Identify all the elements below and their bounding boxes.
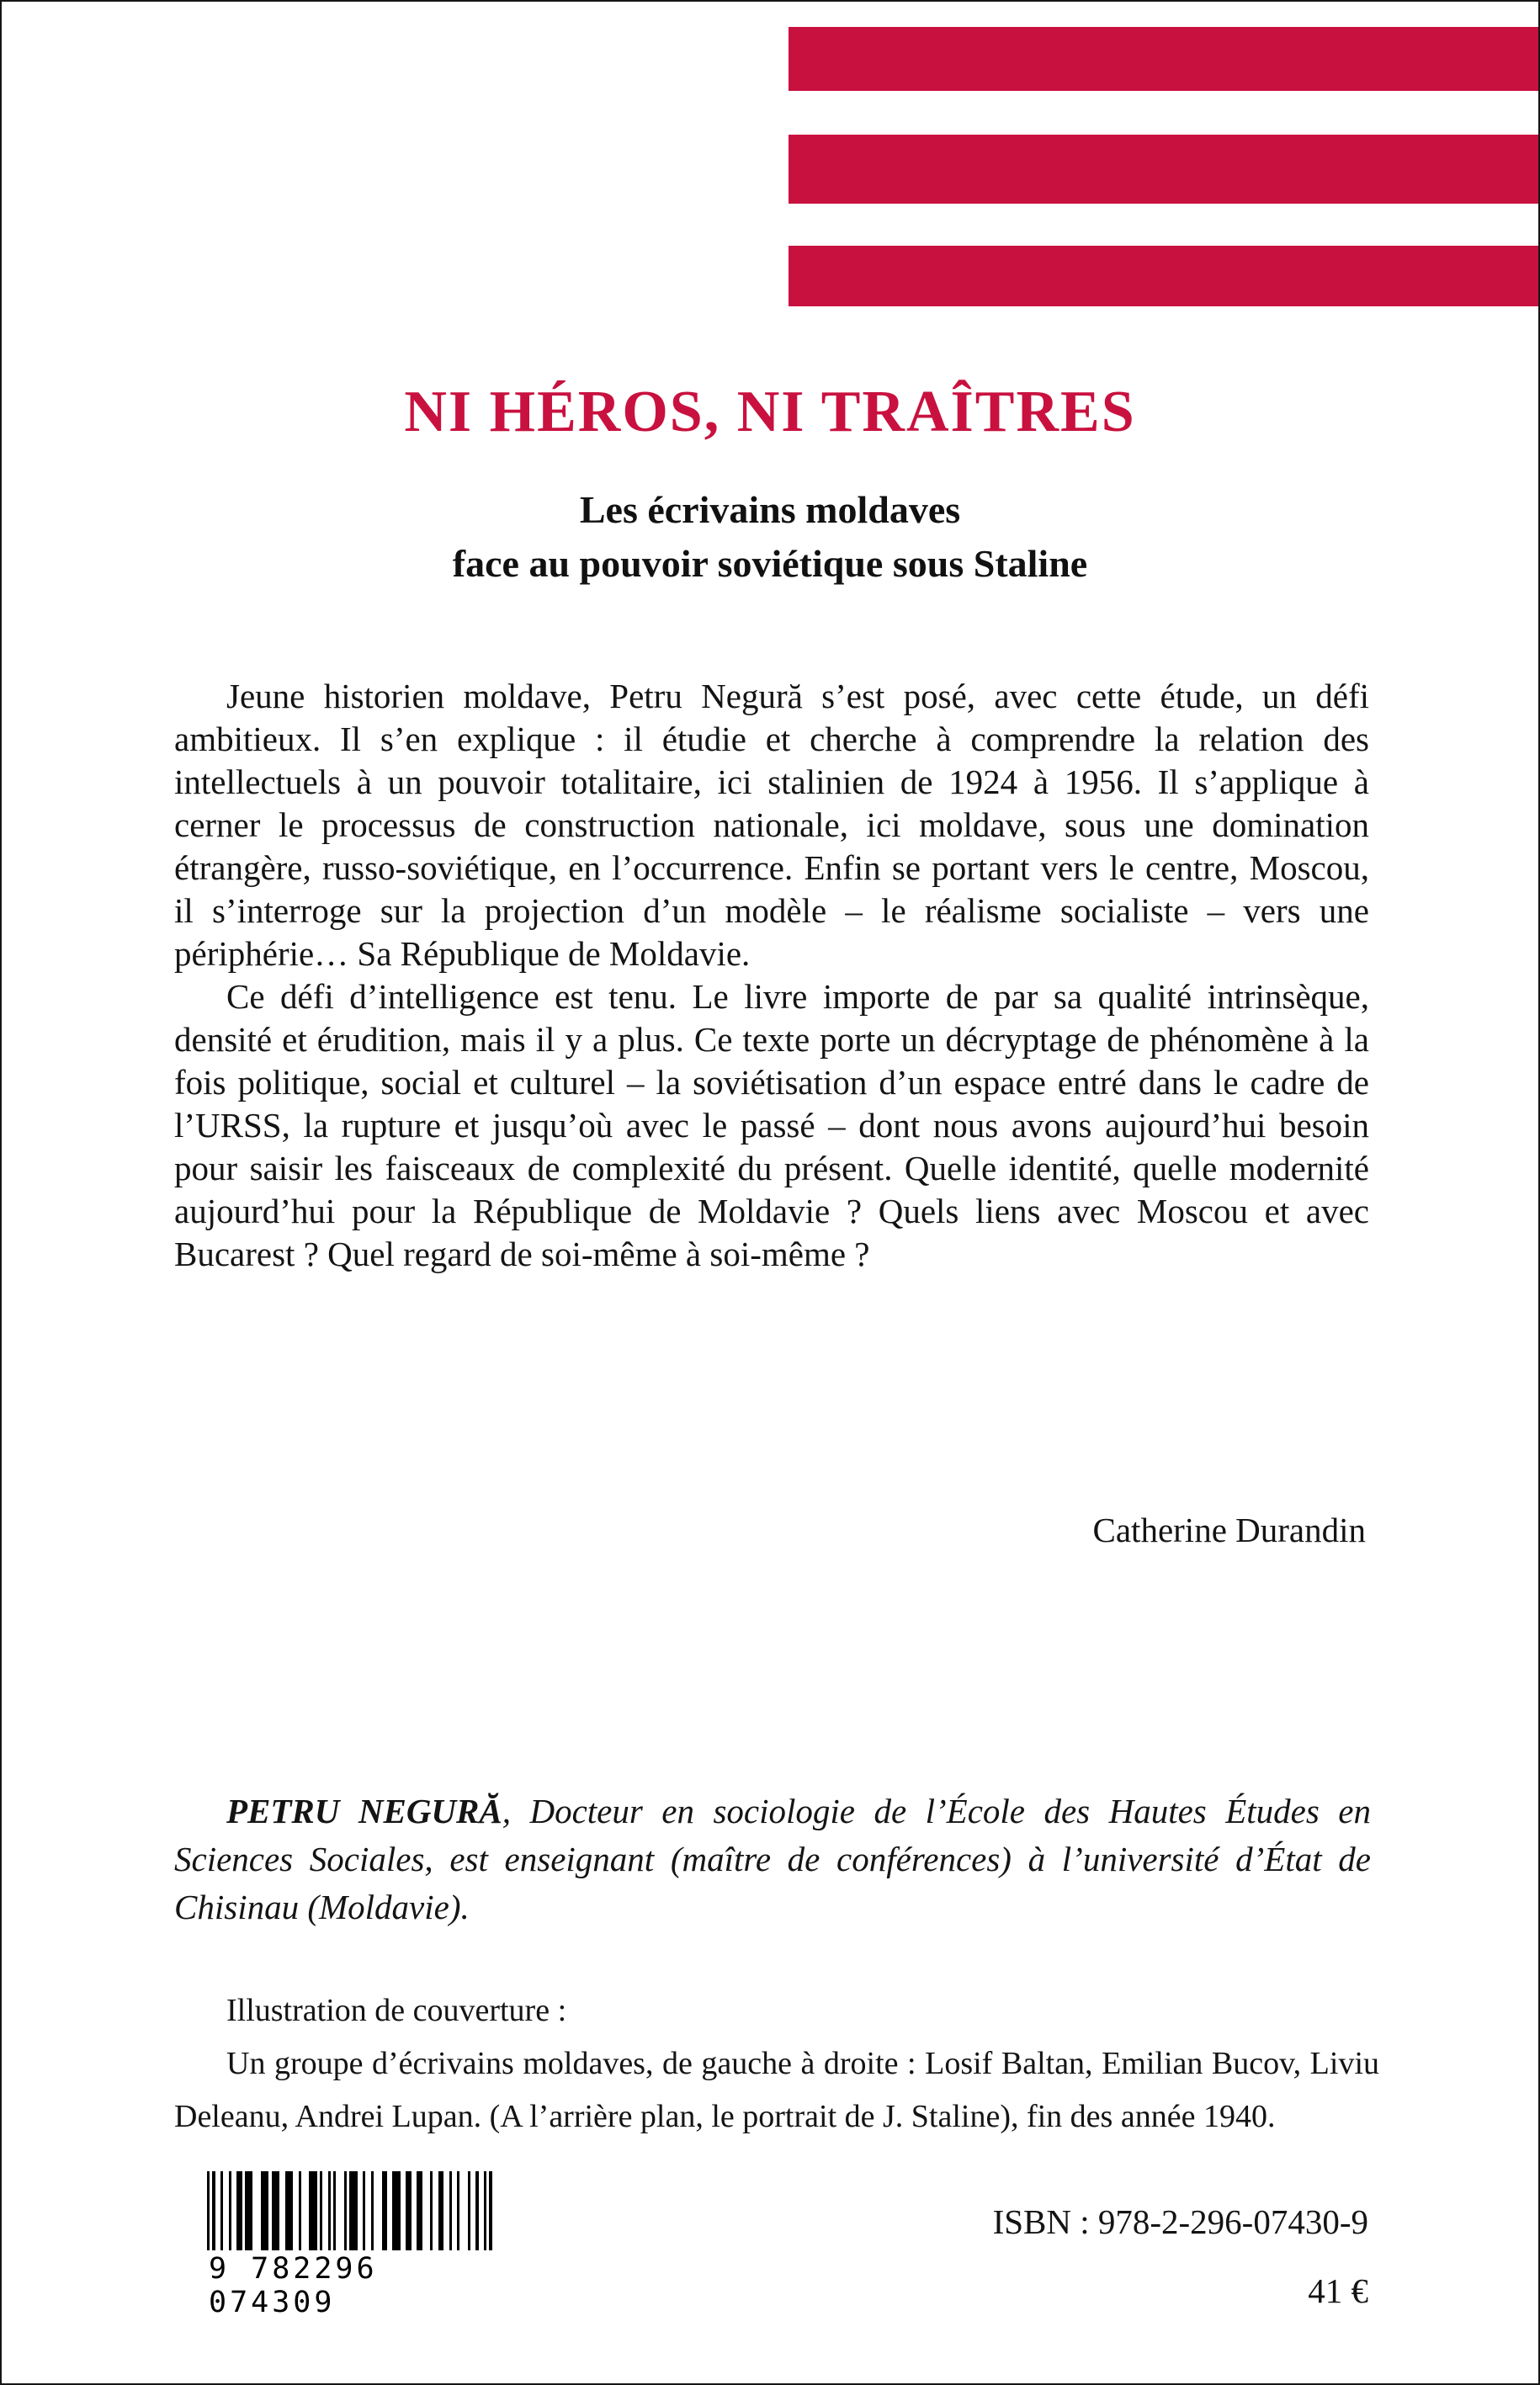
barcode-number: 9 782296 074309	[207, 2250, 527, 2319]
barcode	[207, 2171, 527, 2319]
illustration-caption: Un groupe d’écrivains moldaves, de gauche à droite : Losif Baltan, Emilian Bucov, Liviu Deleanu, Andrei Lupan. (A l’arrière plan, le portrait de J. Staline), fin des année 1940.	[174, 2046, 1379, 2134]
price-text: 41 €	[1308, 2271, 1368, 2310]
author-bio-text: , Docteur en sociologie de l’École des Hautes Études en Sciences Sociales, est enseignant (maître de conférences) à l’université d’État de Chisinau (Moldavie).	[174, 1792, 1371, 1926]
red-stripe-middle	[789, 135, 1538, 204]
blurb-paragraph-2: Ce défi d’intelligence est tenu. Le livre importe de par sa qualité intrinsèque, densité et érudition, mais il y a plus. Ce texte porte un décryptage de phénomène à la fois politique, social et culturel – la soviétisation d’un espace entré dans le cadre de l’URSS, la rupture et jusqu’où avec le passé – dont nous avons aujourd’hui besoin pour saisir les faisceaux de complexité du présent. Quelle identité, quelle modernité aujourd’hui pour la République de Moldavie ? Quels liens avec Moscou et avec Bucarest ? Quel regard de soi-même à soi-même ?	[174, 977, 1369, 1273]
red-stripe-top	[789, 27, 1538, 91]
author-bio-name: PETRU NEGURĂ	[226, 1792, 502, 1830]
illustration-credit	[174, 1984, 1379, 2143]
back-cover-blurb	[174, 675, 1369, 1276]
book-subtitle	[2, 483, 1538, 591]
author-bio	[174, 1787, 1371, 1931]
isbn-text: ISBN : 978-2-296-07430-9	[992, 2202, 1368, 2241]
illustration-heading: Illustration de couverture :	[226, 1993, 567, 2028]
blurb-author-credit: Catherine Durandin	[1092, 1511, 1366, 1549]
book-subtitle-line2: face au pouvoir soviétique sous Staline	[452, 542, 1088, 585]
blurb-paragraph-1: Jeune historien moldave, Petru Negură s’est posé, avec cette étude, un défi ambitieux. Il s’en explique : il étudie et cherche à comprendre la relation des intellectuels à un pouvoir totalitaire, ici stalinien de 1924 à 1956. Il s’applique à cerner le processus de construction nationale, ici moldave, sous une domination étrangère, russo-soviétique, en l’occurrence. Enfin se portant vers le centre, Moscou, il s’interroge sur la projection d’un modèle – le réalisme socialiste – vers une périphérie… Sa République de Moldavie.	[174, 677, 1369, 973]
book-title: NI HÉROS, NI TRAÎTRES	[404, 380, 1136, 444]
book-subtitle-line1: Les écrivains moldaves	[579, 488, 961, 531]
red-stripe-bottom	[789, 246, 1538, 306]
